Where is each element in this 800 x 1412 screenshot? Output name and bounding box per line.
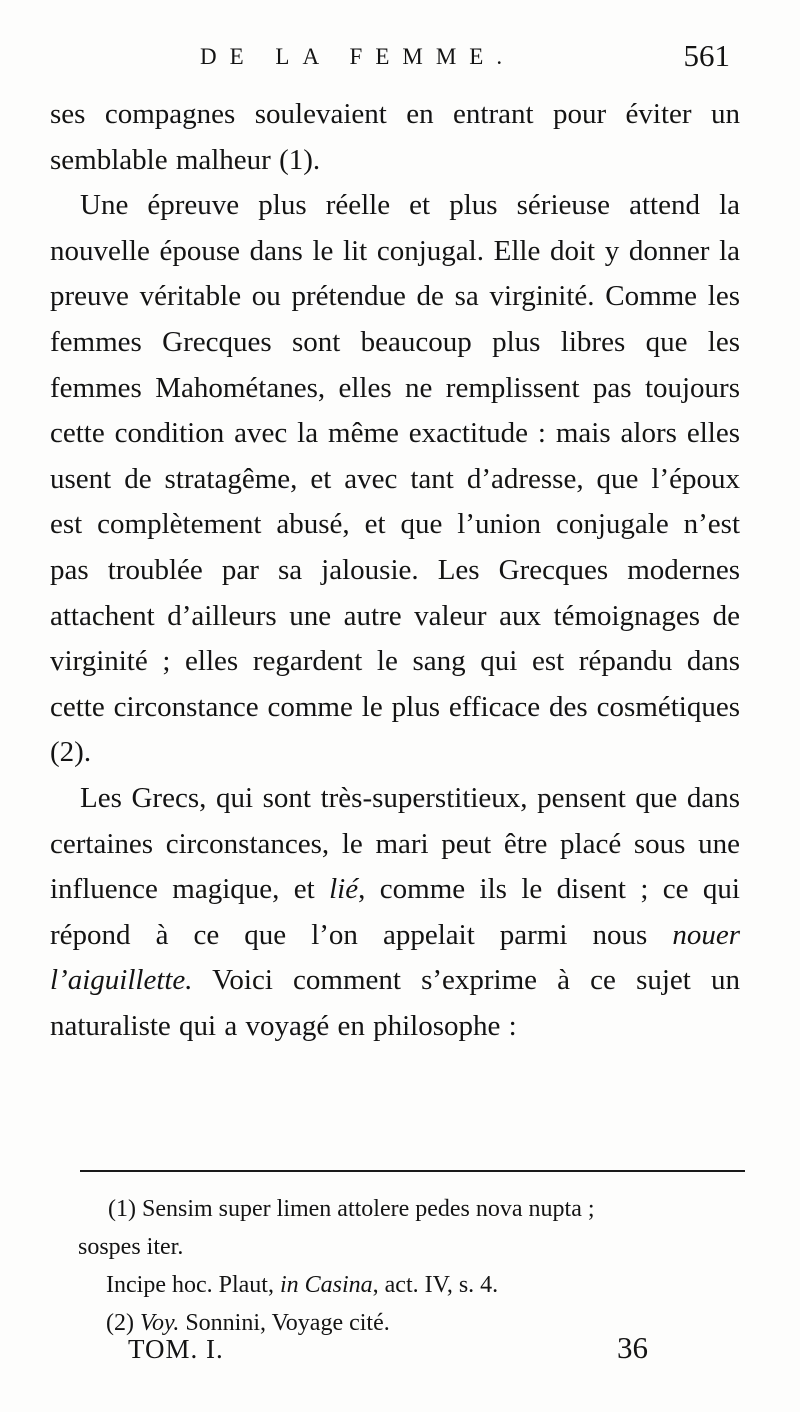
volume-mark: TOM. I. bbox=[128, 1334, 224, 1364]
footnote-2-italic: Voy. bbox=[139, 1310, 180, 1336]
page-number: 561 bbox=[683, 38, 730, 73]
running-title: DE LA FEMME. bbox=[200, 44, 516, 69]
italic-nouer-aiguillette: nouer l’aiguillette. bbox=[50, 918, 740, 997]
footnote-2-prefix: (2) bbox=[106, 1310, 140, 1336]
paragraph-1-text: ses compagnes soulevaient en entrant pour éviter un semblable malheur (1). bbox=[50, 98, 740, 176]
page-header bbox=[200, 38, 730, 82]
footnote-1-reference bbox=[78, 1266, 748, 1304]
footnote-1-line-2: sospes iter. bbox=[78, 1234, 184, 1260]
paragraph-2 bbox=[50, 183, 740, 776]
footnote-divider bbox=[80, 1170, 745, 1172]
paragraph-2-text: Une épreuve plus réelle et plus sérieuse attend la nouvelle épouse dans le lit conjugal. Elle doit y donner la preuve véritable ou prétendue de sa virginité. Comme les femmes Grecques sont beaucoup plus libres que les femmes Mahométanes, elles ne remplissent pas toujours cette condition avec la même exactitude : mais alors elles usent de stratagême, et avec tant d’adresse, que l’époux est complètement abusé, et que l’union conjugale n’est pas troublée par sa jalousie. Les Grecques modernes attachent d’ailleurs une autre valeur aux témoignages de virginité ; elles regardent le sang qui est répandu dans cette circonstance comme le plus efficace des cosmétiques (2). bbox=[50, 189, 740, 769]
italic-lie: lié bbox=[329, 873, 359, 906]
footnote-1-ref-italic: in Casina bbox=[279, 1272, 373, 1298]
main-text bbox=[50, 92, 740, 1049]
footnote-1-line-1: (1) Sensim super limen attolere pedes nova nupta ; bbox=[108, 1196, 595, 1222]
signature-number: 36 bbox=[617, 1330, 648, 1365]
footnote-1-ref-suffix: , act. IV, s. 4. bbox=[372, 1272, 499, 1298]
paragraph-3 bbox=[50, 776, 740, 1050]
footnote-2-suffix: Sonnini, Voyage cité. bbox=[179, 1310, 390, 1336]
footnotes bbox=[78, 1190, 748, 1342]
signature-line bbox=[128, 1330, 648, 1374]
paragraph-3-part-2: , comme ils le disent ; ce qui répond à ce que l’on appelait parmi nous bbox=[50, 873, 740, 951]
paragraph-1 bbox=[50, 92, 740, 183]
footnote-1-ref-prefix: Incipe hoc. Plaut, bbox=[106, 1272, 280, 1298]
paragraph-3-part-1: Les Grecs, qui sont très-superstitieux, pensent que dans certaines circonstances, le mari peut être placé sous une influence magique, et bbox=[50, 781, 740, 906]
paragraph-3-part-3: Voici comment s’exprime à ce sujet un naturaliste qui a voyagé en philosophe : bbox=[50, 964, 740, 1042]
